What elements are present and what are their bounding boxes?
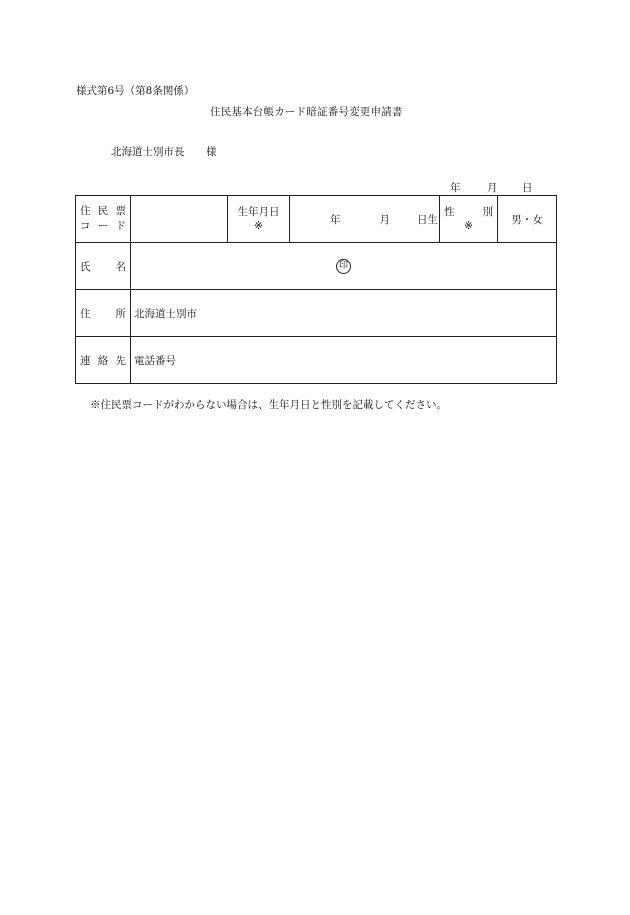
table-row-address (76, 290, 557, 337)
resident-code-input[interactable] (131, 196, 228, 243)
addressee: 北海道士別市長 (111, 146, 185, 158)
birth-month-label: 月 (379, 213, 390, 226)
resident-code-label (76, 196, 131, 243)
table-row-name (76, 243, 557, 290)
name-input[interactable] (131, 243, 557, 290)
sex-select[interactable]: 男・女 (498, 196, 557, 243)
form-number: 様式第6号（第8条関係） (76, 85, 195, 97)
form-title: 住民基本台帳カード暗証番号変更申請書 (210, 106, 403, 118)
birth-date-note-mark: ※ (254, 220, 263, 232)
table-row-code-birth-sex (76, 196, 557, 243)
name-label: 氏 名 (76, 243, 131, 290)
address-label: 住 所 (76, 290, 131, 337)
seal-mark-icon: 印 (336, 259, 351, 274)
sex-note-mark: ※ (464, 220, 473, 232)
birth-date-label: 生年月日 ※ (228, 196, 290, 243)
footnote: ※住民票コードがわからない場合は、生年月日と性別を記載してください。 (90, 399, 447, 411)
date-month-label: 月 (487, 182, 498, 194)
birth-date-input[interactable] (290, 196, 440, 243)
phone-label: 電話番号 (134, 354, 176, 367)
date-year-label: 年 (450, 182, 461, 194)
phone-input[interactable] (131, 337, 557, 384)
date-day-label: 日 (522, 182, 533, 194)
resident-code-label-line1: 住 民 票 (80, 205, 126, 217)
resident-code-label-line2: コ ー ド (80, 220, 126, 232)
application-form-table (75, 195, 557, 384)
birth-year-label: 年 (330, 213, 341, 226)
birth-day-label: 日生 (417, 213, 438, 226)
sex-label: 性 別 ※ (440, 196, 498, 243)
address-prefix: 北海道士別市 (134, 307, 197, 320)
table-row-contact (76, 337, 557, 384)
addressee-suffix: 様 (206, 146, 217, 158)
contact-label: 連 絡 先 (76, 337, 131, 384)
address-input[interactable] (131, 290, 557, 337)
